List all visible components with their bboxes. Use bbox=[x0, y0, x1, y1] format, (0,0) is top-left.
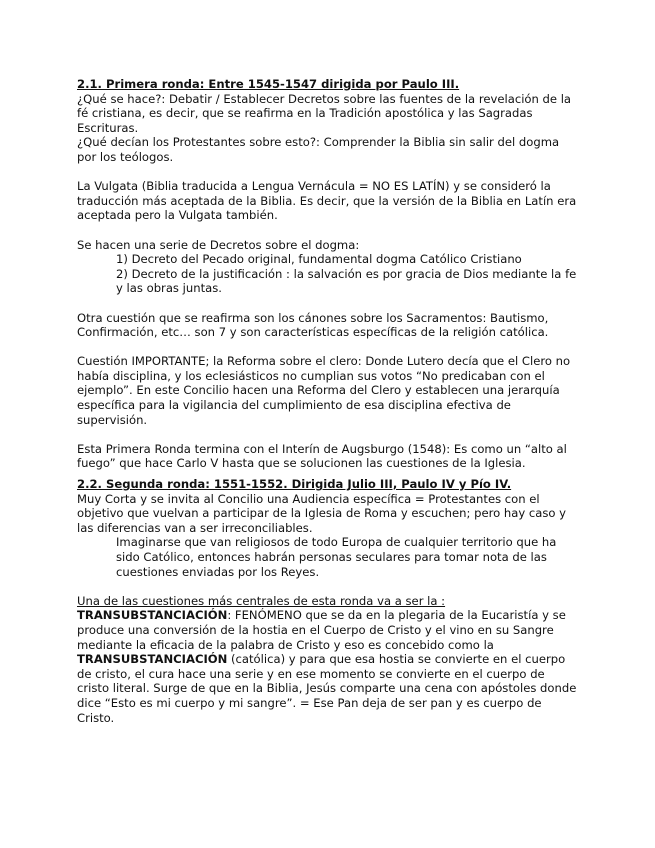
section1-question-1: ¿Qué se hace?: Debatir / Establecer Decretos sobre las fuentes de la revelación de la fé cristiana, es decir, que se reafirma en la Tradición apostólica y las Sagradas Escrituras. bbox=[77, 91, 572, 135]
decreto-2: 2) Decreto de la justificación : la salvación es por gracia de Dios mediante la fe y las obras juntas. bbox=[116, 266, 577, 296]
central-question: Una de las cuestiones más centrales de esta ronda va a ser la : bbox=[77, 593, 446, 608]
transubstanciacion-term: TRANSUBSTANCIACIÓN bbox=[77, 608, 228, 623]
transubstanciacion-text-1: : FENÓMENO que se da en la plegaria de la Eucaristía y se produce una conversión de la hostia en el Cuerpo de Cristo y el vino en su Sangre mediante la eficacia de la palabra de Cristo y eso es concebido como la bbox=[77, 608, 566, 652]
section2-intro: Muy Corta y se invita al Concilio una Audiencia específica = Protestantes con el objetivo que vuelvan a participar de la Iglesia de Roma y escuchen; pero hay caso y las diferencias van a ser irreconciliables. bbox=[77, 491, 567, 535]
section1-question-2: ¿Qué decían los Protestantes sobre esto?: Comprender la Biblia sin salir del dogma por los teólogos. bbox=[77, 135, 560, 164]
transubstanciacion-paragraph bbox=[77, 608, 577, 725]
transubstanciacion-text-2: (católica) y para que esa hostia se convierte en el cuerpo de cristo, el cura hace una serie y en ese momento se convierte en el cuerpo de cristo literal. Surge de que en la Biblia, Jesús comparte una cena con apóstoles donde dice “Esto es mi cuerpo y mi sangre”. = Ese Pan deja de ser pan y es cuerpo de Cristo. bbox=[77, 652, 577, 725]
transubstanciacion-term-2: TRANSUBSTANCIACIÓN bbox=[77, 652, 228, 667]
section2-indented-paragraph: Imaginarse que van religiosos de todo Europa de cualquier territorio que ha sido Católico, entonces habrán personas seculares para tomar nota de las cuestiones enviadas por los Reyes. bbox=[116, 535, 557, 579]
document-page bbox=[77, 77, 577, 725]
vulgata-paragraph: La Vulgata (Biblia traducida a Lengua Vernácula = NO ES LATÍN) y se consideró la traducción más aceptada de la Biblia. Es decir, que la versión de la Biblia en Latín era aceptada pero la Vulgata también. bbox=[77, 179, 577, 223]
decretos-intro: Se hacen una serie de Decretos sobre el dogma: bbox=[77, 237, 360, 252]
section2-heading: 2.2. Segunda ronda: 1551-1552. Dirigida Julio III, Paulo IV y Pío IV. bbox=[77, 477, 512, 492]
interin-paragraph: Esta Primera Ronda termina con el Interín de Augsburgo (1548): Es como un “alto al fuego” que hace Carlo V hasta que se solucionen las cuestiones de la Iglesia. bbox=[77, 441, 567, 471]
decreto-1: 1) Decreto del Pecado original, fundamental dogma Católico Cristiano bbox=[116, 252, 522, 267]
sacramentos-paragraph: Otra cuestión que se reafirma son los cánones sobre los Sacramentos: Bautismo, Confirmación, etc… son 7 y son características específicas de la religión católica. bbox=[77, 310, 549, 340]
section1-heading: 2.1. Primera ronda: Entre 1545-1547 dirigida por Paulo III. bbox=[77, 77, 460, 91]
clero-paragraph: Cuestión IMPORTANTE; la Reforma sobre el clero: Donde Lutero decía que el Clero no había disciplina, y los eclesiásticos no cumplian sus votos “No predicaban con el ejemplo”. En este Concilio hacen una Reforma del Clero y establecen una jerarquía específica para la vigilancia del cumplimiento de esa disciplina efectiva de supervisión. bbox=[77, 354, 571, 427]
